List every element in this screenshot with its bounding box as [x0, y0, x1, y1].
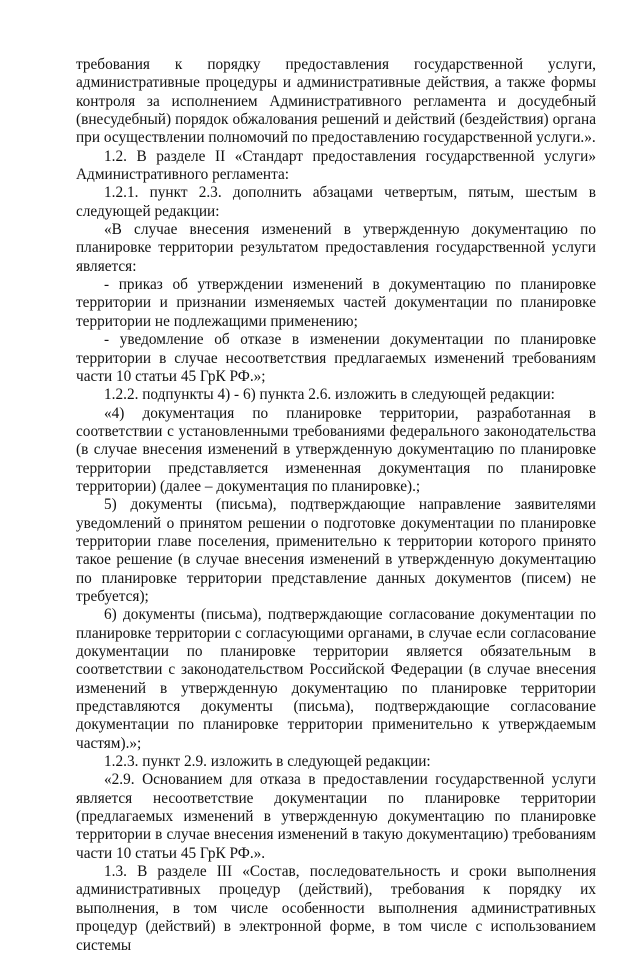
paragraph: 1.2. В разделе II «Стандарт предоставления государственной услуги» Административного регламента: [76, 147, 596, 184]
paragraph: 6) документы (письма), подтверждающие согласование документации по планировке территории с согласующими органами, в случае если согласование документации по планировке территории является обязательным в соответствии с законодательством Российской Федерации (в случае внесения изменений в утвержденную документацию по планировке территории представляются документы (письма), подтверждающие согласование документации по планировке территории применительно к утверждаемым частям).»; [76, 606, 596, 752]
paragraph: 1.2.2. подпункты 4) - 6) пункта 2.6. изложить в следующей редакции: [104, 386, 555, 404]
paragraph: 1.2.3. пункт 2.9. изложить в следующей редакции: [104, 753, 431, 771]
paragraph: «2.9. Основанием для отказа в предоставлении государственной услуги является несоответствие документации по планировке территории (предлагаемых изменений в утвержденную документацию по планировке территории в случае внесения изменений в такую документацию) требованиям части 10 статьи 45 ГрК РФ.». [76, 771, 596, 862]
paragraph: 1.2.1. пункт 2.3. дополнить абзацами четвертым, пятым, шестым в следующей редакции: [76, 184, 596, 220]
paragraph: требования к порядку предоставления государственной услуги, административные процедуры и административные действия, а также формы контроля за исполнением Административного регламента и досудебный (внесудебный) порядок обжалования решений и действий (бездействия) органа при осуществлении полномочий по предоставлению государственной услуги.». [76, 56, 596, 147]
paragraph: «В случае внесения изменений в утвержденную документацию по планировке территории результатом предоставления государственной услуги является: [76, 221, 596, 275]
paragraph: «4) документация по планировке территории, разработанная в соответствии с установленными требованиями федерального законодательства (в случае внесения изменений в утвержденную документацию по планировке территории представляется измененная документация по планировке территории) (далее – документация по планировке).; [76, 404, 596, 495]
paragraph: 5) документы (письма), подтверждающие направление заявителями уведомлений о принятом решении о подготовке документации по планировке территории главе поселения, применительно к территории которого принято такое решение (в случае внесения изменений в утвержденную документацию по планировке территории представление данных документов (писем) не требуется); [76, 496, 596, 605]
paragraph: 1.3. В разделе III «Состав, последовательность и сроки выполнения административных процедур (действий), требования к порядку их выполнения, в том числе особенности выполнения административных процедур (действий) в электронной форме, в том числе с использованием системы [76, 863, 596, 954]
document-page [76, 56, 596, 955]
paragraph: - приказ об утверждении изменений в документацию по планировке территории и признании изменяемых частей документации по планировке территории не подлежащими применению; [76, 276, 596, 330]
paragraph: - уведомление об отказе в изменении документации по планировке территории в случае несоответствия предлагаемых изменений требованиям части 10 статьи 45 ГрК РФ.»; [76, 331, 596, 385]
